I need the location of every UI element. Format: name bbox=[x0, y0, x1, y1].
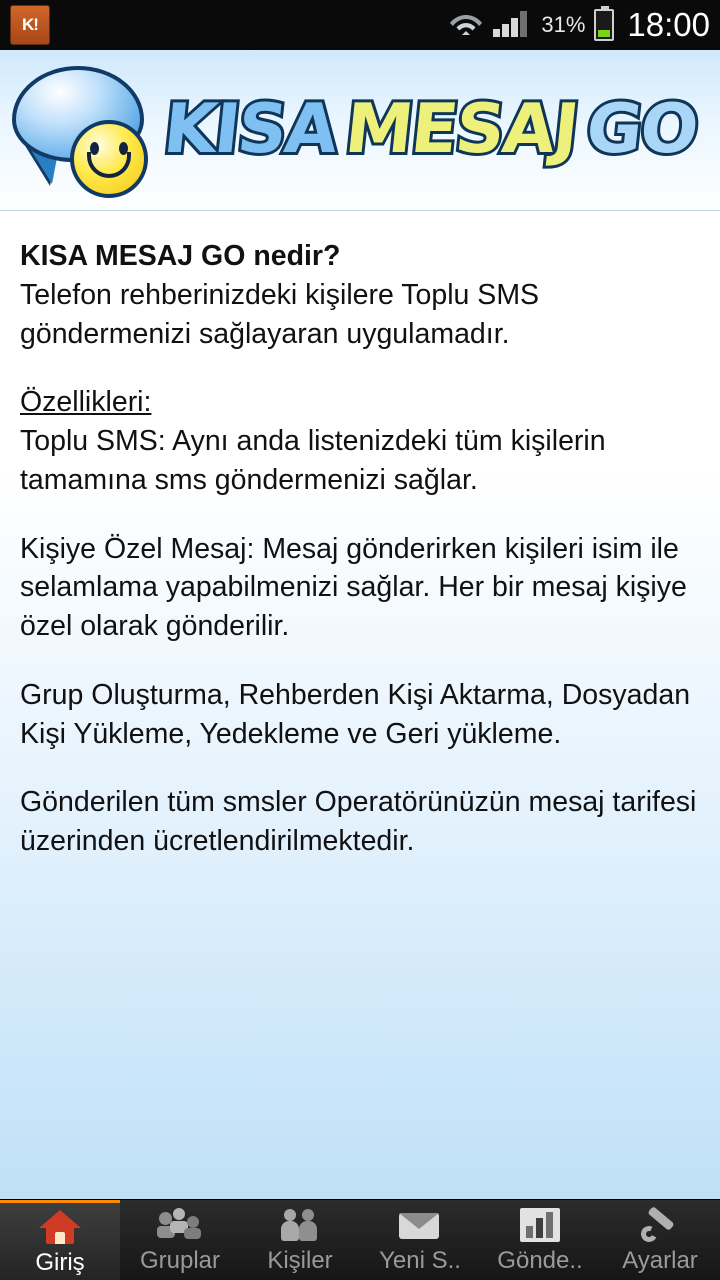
bottom-tab-bar bbox=[0, 1199, 720, 1280]
home-icon bbox=[37, 1207, 83, 1247]
signal-bars-icon bbox=[492, 8, 532, 43]
tab-giris[interactable] bbox=[0, 1200, 120, 1280]
contacts-icon bbox=[277, 1205, 323, 1245]
sent-report-icon bbox=[517, 1205, 563, 1245]
billing-warning: Gönderilen tüm smsler Operatörünüzün mesaj tarifesi üzerinden ücretlendirilmektedir. bbox=[20, 786, 697, 857]
status-bar bbox=[0, 0, 720, 50]
about-intro: Telefon rehberinizdeki kişilere Toplu SMS göndermenizi sağlayaran uygulamadır. bbox=[20, 278, 540, 350]
wordmark-go: GO bbox=[582, 90, 701, 169]
feature-personal-message: Kişiye Özel Mesaj: Mesaj gönderirken kişileri isim ile selamlama yapabilmenizi sağlar. Her bir mesaj kişiye özel olarak gönderilir. bbox=[20, 532, 687, 642]
tab-gonderilenler[interactable] bbox=[480, 1200, 600, 1280]
features-heading: Özellikleri: bbox=[20, 386, 152, 419]
battery-percent-label: 31% bbox=[541, 12, 586, 37]
tab-ayarlar-label: Ayarlar bbox=[622, 1247, 698, 1274]
tab-yeni-sms-label: Yeni S.. bbox=[379, 1247, 461, 1274]
tab-gonderilenler-label: Gönde.. bbox=[497, 1247, 583, 1274]
tab-kisiler-label: Kişiler bbox=[267, 1247, 333, 1274]
tab-kisiler[interactable] bbox=[240, 1200, 360, 1280]
groups-icon bbox=[157, 1205, 203, 1245]
tab-gruplar-label: Gruplar bbox=[139, 1247, 221, 1274]
about-content bbox=[0, 211, 720, 1201]
status-bar-right bbox=[449, 6, 710, 44]
battery-icon bbox=[594, 9, 614, 41]
new-message-icon bbox=[397, 1205, 443, 1245]
feature-bulk-sms: Toplu SMS: Aynı anda listenizdeki tüm kişilerin tamamına sms göndermenizi sağlar. bbox=[20, 425, 606, 496]
tab-yeni-sms[interactable] bbox=[360, 1200, 480, 1280]
app-wordmark bbox=[158, 90, 702, 169]
app-notification-badge: K! bbox=[10, 5, 50, 45]
tab-gruplar[interactable] bbox=[120, 1200, 240, 1280]
wordmark-mesaj: MESAJ bbox=[341, 90, 581, 169]
about-heading: KISA MESAJ GO nedir? bbox=[20, 240, 341, 272]
wrench-settings-icon bbox=[637, 1205, 683, 1245]
feature-group-management: Grup Oluşturma, Rehberden Kişi Aktarma, Dosyadan Kişi Yükleme, Yedekleme ve Geri yükleme. bbox=[20, 678, 691, 750]
wordmark-kisa: KISA bbox=[159, 90, 340, 169]
wifi-icon bbox=[449, 8, 483, 43]
tab-giris-label: Giriş bbox=[35, 1248, 85, 1276]
tab-ayarlar[interactable] bbox=[600, 1200, 720, 1280]
speech-bubble-smiley-icon bbox=[8, 64, 160, 196]
status-bar-clock: 18:00 bbox=[627, 6, 710, 43]
status-bar-left bbox=[10, 5, 50, 45]
app-banner bbox=[0, 50, 720, 211]
